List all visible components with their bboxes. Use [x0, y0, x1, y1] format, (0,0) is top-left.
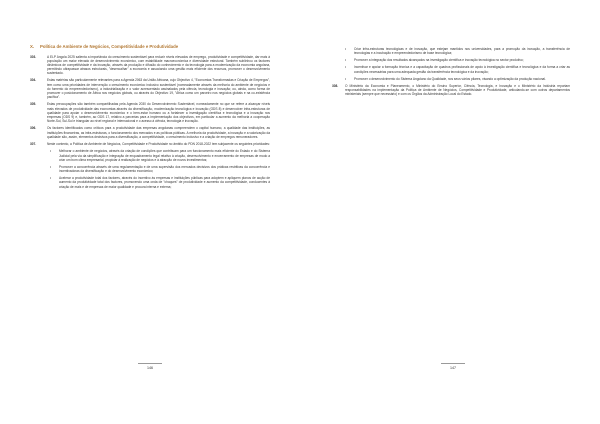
- section-number: X.: [30, 44, 35, 49]
- bullet-icon: •: [345, 65, 347, 70]
- bullet-item: [332, 58, 570, 62]
- bullet-icon: •: [50, 176, 52, 181]
- bullet-item: [332, 77, 570, 81]
- paragraph-303: [30, 55, 270, 76]
- bullet-text: Melhorar o ambiente de negócios, através da criação de condições que contribuam para um funcionamento mais eficiente do Estado e do Sistema Judicial pela via da simplificação e integração de enquadramento legal relativo à criação, desenvolvimento e encerramento de empresas de modo a criar um bom clima empresarial, propiciar à realização de negócios e à atracção de novos investimentos;: [59, 149, 270, 162]
- paragraph-304: [30, 78, 270, 99]
- paragraph-text: Estas matérias são particularmente relevantes para a Agenda 2063 da União Africana, cujo Objectivo 4, "Economias Transformadas e Criação de Empregos", tem como uma prioridades de intervenção o crescimento económico inclusivo sustentável (nomeadamente através da melhoria do ambiente de negócios e do fomento do empreendedorismo), a industrialização e o valor acrescentado assinalados pela ciência, tecnologia e inovação; ou, ainda, como forma de promover o posicionamento de África nos negócios globais, ou através do Objectivo 19, "África como um parceiro nos negócios globais e na co-existência pacífica".: [47, 78, 270, 100]
- paragraph-307: [30, 142, 270, 146]
- paragraph-number: 306.: [30, 126, 37, 131]
- paragraph-text: Estas preocupações são também compartilhadas pela Agenda 2030 do Desenvolvimento Sustentável, nomeadamente no que se refere a alcançar níveis mais elevados de produtividade das economias através da diversificação, modernização tecnológica e inovação (ODS 8) e desenvolver infra-estruturas de qualidade para apoiar o desenvolvimento económico e o bem-estar humano ou a fortalecer a investigação científica e tecnológica e a inovação nos empresas (ODS 9) e, também, ao ODS 17, relativo a parcerias para a implementação dos objectivos, em particular a aumento da melhoria a cooperação Norte-Sul, Sul-Sul e triangular ao nível regional e internacional e o acesso à ciência, tecnologia e inovação.: [47, 102, 270, 124]
- left-page-content: [30, 44, 270, 192]
- bullet-item: [30, 176, 270, 188]
- page-number: 147: [450, 366, 456, 370]
- right-page: [300, 0, 600, 424]
- bullet-text: Incentivar e apoiar a formação técnica e a capacitação de quadros profissionais de apoio à investigação científica e tecnológica e da forma a criar as condições necessárias para uma adequada gestão da transferência tecnológica e da inovação;: [354, 65, 570, 74]
- paragraph-text: Neste contexto, a Política de Ambiente de Negócios, Competitividade e Produtividade no âmbito do PDN 2018-2022 tem subjacente os seguintes prioridades:: [47, 142, 270, 147]
- paragraph-number: 303.: [30, 54, 37, 59]
- bullet-item: [332, 65, 570, 73]
- bullet-text: Promover o desenvolvimento do Sistema Angolano da Qualidade, nos seus vários pilares, visando a optimização da produção nacional.: [354, 76, 546, 81]
- paragraph-text: Os factores identificados como críticos para a produtividade das empresas angolanas compreendem o capital humano, a qualidade das instituições, as instituições financeiras, as infra-estruturas, o funcionamento dos mercados e as políticas públicas. A melhoria da produtividade, a inovação e a valorização da qualidade são, assim, elementos decisivos para a diversificação, a competitividade, o crescimento inclusivo e a criação de empregos remuneradores.: [47, 126, 270, 139]
- bullet-icon: •: [50, 164, 52, 169]
- bullet-item: [30, 165, 270, 173]
- paragraph-text: O Ministério da Economia e Planeamento, o Ministério do Ensino Superior, Ciência, Tecnologia, e Inovação e o Ministério da Indústria reportam responsabilidades na implementação da Política de Ambiente de Negócios, Competitividade e Produtividade, articulando-se com outros departamentos ministeriais (sempre que necessário) e com os Órgãos da Administração Local do Estado.: [345, 83, 570, 97]
- bullet-text: Promover a concorrência através de uma regulamentação e de uma supervisão dos mercados decisivos dos práticas restritivas da concorrência e incentivadoras da diversificação e do desenvolvimento económico;: [59, 164, 270, 174]
- bullet-icon: •: [50, 149, 52, 154]
- paragraph-text: A ELP Angola 2025 salienta a importância do crescimento sustentável para reduzir níveis elevados de emprego, produtividade e competitividade, dar mais à população um maior elevado de desenvolvimento económico, com estabilidade macroeconómica e diversidade estrutural. Também sublinhou os factores dinâmicos de competitividade e da inovação, através da produção e difusão do conhecimento e da tecnologia para a modernização da economia angolana, permitindo ultrapassar atrasos estruturais, "desencalhar" a economia e associando uma gestão mais eficiente dos recursos, promover o desenvolvimento sustentado.: [47, 54, 270, 76]
- paragraph-305: [30, 102, 270, 123]
- section-title: Política de Ambiente de Negócios, Competitividade e Produtividade: [40, 44, 179, 49]
- bullet-icon: •: [345, 58, 347, 63]
- paragraph-number: 304.: [30, 78, 37, 83]
- footer-divider: [138, 363, 162, 364]
- bullet-icon: •: [345, 47, 347, 51]
- paragraph-308: [332, 84, 570, 96]
- bullet-icon: •: [345, 76, 347, 81]
- bullet-item: [30, 149, 270, 161]
- page-number: 146: [147, 366, 153, 370]
- section-heading: [30, 44, 270, 50]
- paragraph-number: 307.: [30, 142, 37, 147]
- right-page-content: [332, 47, 570, 100]
- paragraph-306: [30, 126, 270, 138]
- footer-divider: [441, 363, 465, 364]
- bullet-text: Criar infra-estruturas tecnológicas e de inovação, que estejam mantidos nos universidades, para a promoção da inovação, a transferência de tecnologias e a incubação e empreendedorismo de base tecnológica;: [354, 47, 570, 56]
- bullet-text: Acelerar a produtividade total dos factores, através do incentivo às empresas e instituições públicas para adoptem e apliquem planos de acção de aumento da produtividade total dos factores, promovendo uma onda de "choques" de produtividade e aumento da competitividade, conducentes à criação de mais e de empresas de maior qualidade e procura interna e externa;: [59, 176, 270, 189]
- bullet-text: Promover a integração dos resultados alcançados na investigação científica e inovação tecnológica no sector produtivo;: [354, 58, 524, 63]
- bullet-item: [332, 47, 570, 55]
- paragraph-number: 308.: [332, 83, 339, 88]
- paragraph-number: 305.: [30, 102, 37, 107]
